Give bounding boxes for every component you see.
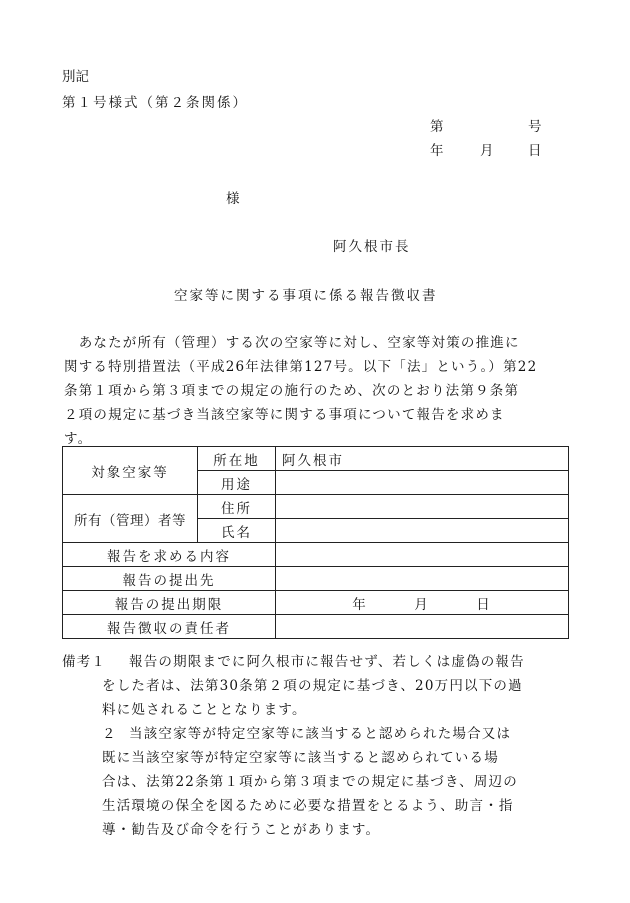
body-line: あなたが所有（管理）する次の空家等に対し、空家等対策の推進に — [64, 335, 520, 351]
doc-number-prefix: 第 — [430, 119, 444, 135]
note2-line: 既に当該空家等が特定空家等に該当すると認められている場 — [102, 750, 499, 766]
form-number: 第１号様式（第２条関係） — [62, 95, 248, 111]
address-value — [276, 495, 569, 519]
use-label: 用途 — [198, 471, 276, 495]
body-line: ２項の規定に基づき当該空家等に関する事項について報告を求めま — [64, 407, 505, 423]
note1-line: 料に処されることとなります。 — [102, 702, 307, 718]
owner-label: 所有（管理）者等 — [63, 495, 198, 543]
target-property-label: 対象空家等 — [63, 447, 198, 495]
location-label: 所在地 — [198, 447, 276, 471]
addressee-suffix: 様 — [226, 191, 240, 207]
attachment-label: 別記 — [62, 69, 89, 85]
doc-number-suffix: 号 — [528, 119, 542, 135]
issuer-name: 阿久根市長 — [333, 239, 411, 255]
note2-line: 導・勧告及び命令を行うことがあります。 — [102, 822, 381, 838]
responsible-value — [276, 615, 569, 639]
note2-line: 合は、法第22条第１項から第３項までの規定に基づき、周辺の — [102, 774, 518, 790]
deadline-value: 年 月 日 — [276, 591, 569, 615]
report-content-value — [276, 543, 569, 567]
deadline-label: 報告の提出期限 — [63, 591, 276, 615]
body-line: す。 — [64, 431, 93, 447]
note2-line: 当該空家等が特定空家等に該当すると認められた場合又は — [129, 726, 512, 742]
date-month: 月 — [480, 143, 494, 159]
note2-line: 生活環境の保全を図るために必要な措置をとるよう、助言・指 — [102, 798, 514, 814]
responsible-label: 報告徴収の責任者 — [63, 615, 276, 639]
report-content-label: 報告を求める内容 — [63, 543, 276, 567]
document-title: 空家等に関する事項に係る報告徴収書 — [174, 288, 438, 304]
submit-to-label: 報告の提出先 — [63, 567, 276, 591]
body-line: 関する特別措置法（平成26年法律第127号。以下「法」という。）第22 — [64, 359, 538, 375]
note1-line: をした者は、法第30条第２項の規定に基づき、20万円以下の過 — [102, 678, 523, 694]
note1-line: 報告の期限までに阿久根市に報告せず、若しくは虚偽の報告 — [129, 654, 525, 670]
use-value — [276, 471, 569, 495]
date-year: 年 — [430, 143, 444, 159]
body-line: 条第１項から第３項までの規定の施行のため、次のとおり法第９条第 — [64, 383, 520, 399]
address-label: 住所 — [198, 495, 276, 519]
location-value: 阿久根市 — [276, 447, 569, 471]
report-form-table — [62, 446, 569, 639]
name-label: 氏名 — [198, 519, 276, 543]
notes-heading: 備考１ — [62, 654, 107, 670]
note2-number: ２ — [102, 726, 117, 742]
name-value — [276, 519, 569, 543]
submit-to-value — [276, 567, 569, 591]
date-day: 日 — [528, 143, 542, 159]
